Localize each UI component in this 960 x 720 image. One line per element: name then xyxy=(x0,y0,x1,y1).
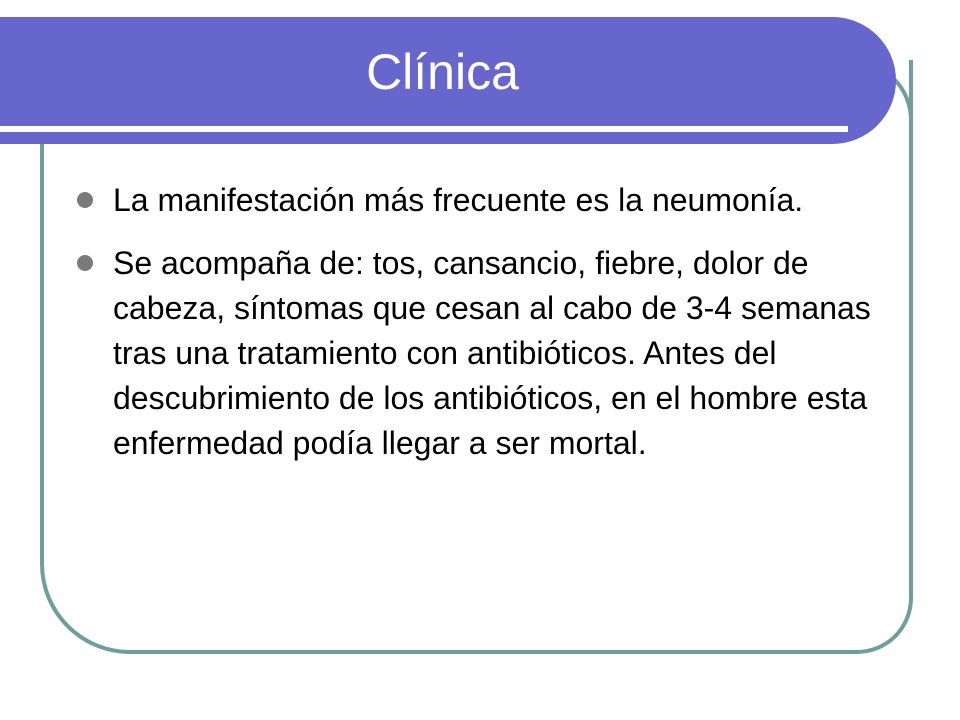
bullet-list xyxy=(72,178,872,484)
title-underline xyxy=(0,126,848,132)
bullet-icon xyxy=(77,192,93,208)
bullet-text: Se acompaña de: tos, cansancio, fiebre, dolor de cabeza, síntomas que cesan al cabo de 3-4 semanas tras una tratamiento con antibióticos. Antes del descubrimiento de los antibióticos, en el hombre esta enfermedad podía llegar a ser mortal. xyxy=(113,245,871,461)
bullet-text: La manifestación más frecuente es la neumonía. xyxy=(113,182,804,218)
slide-title: Clínica xyxy=(366,44,519,100)
bullet-icon xyxy=(77,255,93,271)
bullet-item xyxy=(72,178,872,223)
bullet-item xyxy=(72,241,872,466)
